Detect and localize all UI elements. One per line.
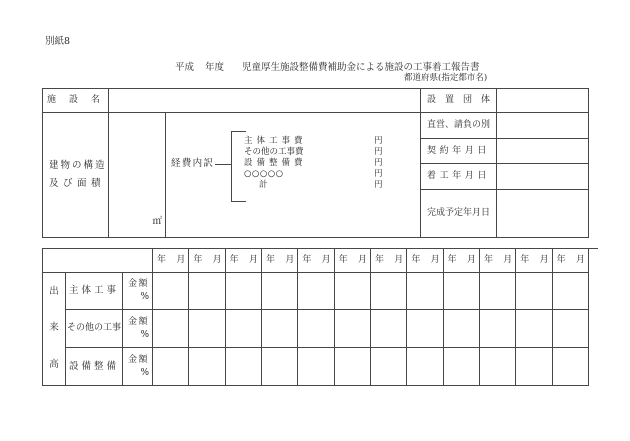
expense-item xyxy=(244,158,389,169)
period-header-text xyxy=(407,256,442,265)
expense-bracket xyxy=(231,131,232,201)
progress-unit-cell xyxy=(123,348,153,386)
period-header-text xyxy=(480,256,515,265)
progress-period-cell xyxy=(552,310,588,348)
period-month-label: 月 xyxy=(503,255,513,265)
percent-label: % xyxy=(140,329,150,340)
progress-period-cell xyxy=(298,310,334,348)
report-title-era: 平成 xyxy=(175,62,195,73)
expense-bracket-connector xyxy=(215,164,231,165)
period-header-text xyxy=(298,256,333,265)
period-header-11 xyxy=(516,249,552,273)
progress-row-equipment xyxy=(43,348,589,386)
progress-period-cell xyxy=(407,348,443,386)
period-month-label: 月 xyxy=(466,255,476,265)
period-year-label: 年 xyxy=(266,255,276,265)
progress-period-cell xyxy=(334,348,370,386)
period-header-3 xyxy=(225,249,261,273)
period-header-8 xyxy=(407,249,443,273)
period-month-label: 月 xyxy=(575,255,585,265)
progress-period-cell xyxy=(225,273,261,310)
expense-breakdown-label: 経費内訳 xyxy=(171,158,215,169)
progress-row-label: 設備整備 xyxy=(66,348,123,386)
period-header-row xyxy=(43,249,589,273)
progress-period-cell xyxy=(262,273,298,310)
expense-item-unit: 円 xyxy=(374,158,383,168)
progress-period-cell xyxy=(153,348,189,386)
progress-period-cell xyxy=(516,310,552,348)
area-unit: ㎡ xyxy=(152,215,162,227)
building-structure-label-line2: 及び面積 xyxy=(49,178,106,189)
start-date-field xyxy=(497,164,589,190)
progress-period-cell xyxy=(552,348,588,386)
period-header-text xyxy=(371,256,406,265)
period-year-label: 年 xyxy=(193,255,203,265)
progress-period-cell xyxy=(443,348,479,386)
progress-group-char: 出 xyxy=(49,285,59,297)
percent-label: % xyxy=(140,292,150,302)
expense-item-name: その他の工事費 xyxy=(244,147,304,157)
floor-area-field xyxy=(109,113,166,238)
period-header-5 xyxy=(298,249,334,273)
prefecture-name-label: 都道府県(指定都市名) xyxy=(404,73,488,83)
contract-type-row xyxy=(43,113,589,139)
progress-period-cell xyxy=(479,348,515,386)
period-year-label: 年 xyxy=(302,255,312,265)
expense-total-label: 計 xyxy=(259,180,268,190)
facility-name-field xyxy=(109,89,421,113)
progress-period-cell xyxy=(189,273,225,310)
progress-row-label: 主体工事 xyxy=(66,273,123,310)
establishing-body-field xyxy=(497,89,589,113)
amount-label: 金額 xyxy=(128,354,150,365)
period-month-label: 月 xyxy=(357,255,367,265)
progress-row-other-works xyxy=(43,310,589,348)
expense-item xyxy=(244,169,389,180)
period-header-9 xyxy=(443,249,479,273)
progress-period-cell xyxy=(370,348,406,386)
progress-period-cell xyxy=(189,310,225,348)
completion-date-field xyxy=(497,190,589,238)
period-header-text xyxy=(189,256,224,265)
period-month-label: 月 xyxy=(285,255,295,265)
period-header-6 xyxy=(334,249,370,273)
period-month-label: 月 xyxy=(176,255,186,265)
expense-item-unit: 円 xyxy=(374,147,383,157)
progress-period-cell xyxy=(443,273,479,310)
expense-total xyxy=(244,180,389,191)
period-header-text xyxy=(553,256,588,265)
expense-item-name: 設備整備費 xyxy=(244,158,307,168)
period-month-label: 月 xyxy=(321,255,331,265)
completion-date-label: 完成予定年月日 xyxy=(421,190,497,238)
expense-item-unit: 円 xyxy=(374,180,383,190)
progress-period-cell xyxy=(298,273,334,310)
amount-label: 金額 xyxy=(128,316,150,327)
period-year-label: 年 xyxy=(374,255,384,265)
expense-breakdown xyxy=(166,113,420,235)
period-header-1 xyxy=(153,249,189,273)
expense-item-name: 主体工事費 xyxy=(244,136,307,146)
progress-period-cell xyxy=(153,273,189,310)
building-structure-label-line1: 建物の構造 xyxy=(49,160,107,171)
period-month-label: 月 xyxy=(430,255,440,265)
progress-period-cell xyxy=(262,348,298,386)
period-year-label: 年 xyxy=(447,255,457,265)
period-month-label: 月 xyxy=(212,255,222,265)
start-date-label: 着工年月日 xyxy=(421,164,497,190)
progress-group-char: 来 xyxy=(49,322,59,334)
period-header-2 xyxy=(189,249,225,273)
progress-period-cell xyxy=(189,348,225,386)
contract-type-label: 直営、請負の別 xyxy=(421,113,497,139)
progress-period-cell xyxy=(370,310,406,348)
contract-date-field xyxy=(497,139,589,164)
expense-breakdown-cell xyxy=(166,113,421,238)
period-month-label: 月 xyxy=(539,255,549,265)
attachment-number: 別紙8 xyxy=(45,36,71,47)
period-year-label: 年 xyxy=(520,255,530,265)
period-month-label: 月 xyxy=(248,255,258,265)
progress-group-char: 高 xyxy=(49,358,59,370)
period-header-text xyxy=(516,256,551,265)
expense-item-name: ○○○○○ xyxy=(244,169,284,179)
period-year-label: 年 xyxy=(411,255,421,265)
establishing-body-label: 設 置 団 体 xyxy=(421,89,497,113)
progress-row-main-works xyxy=(43,273,589,310)
period-year-label: 年 xyxy=(556,255,566,265)
percent-label: % xyxy=(140,367,150,378)
contract-date-label: 契約年月日 xyxy=(421,139,497,164)
progress-period-cell xyxy=(407,310,443,348)
progress-period-cell xyxy=(516,273,552,310)
period-header-10 xyxy=(479,249,515,273)
progress-period-cell xyxy=(479,310,515,348)
progress-table xyxy=(42,248,589,386)
progress-period-cell xyxy=(262,310,298,348)
period-year-label: 年 xyxy=(157,255,167,265)
period-header-12 xyxy=(552,249,588,273)
period-header-4 xyxy=(262,249,298,273)
expense-bracket-bottom xyxy=(231,201,246,202)
progress-corner-cell xyxy=(43,249,153,273)
period-header-text xyxy=(444,256,479,265)
table-rule-extension xyxy=(588,248,598,249)
progress-period-cell xyxy=(370,273,406,310)
period-header-text xyxy=(335,256,370,265)
expense-item xyxy=(244,136,389,147)
progress-period-cell xyxy=(552,273,588,310)
progress-period-cell xyxy=(443,310,479,348)
report-title-fiscal-year: 年度 xyxy=(205,62,225,73)
contract-type-field xyxy=(497,113,589,139)
facility-row xyxy=(43,89,589,113)
period-header-text xyxy=(153,256,188,265)
expense-bracket-top xyxy=(231,131,246,132)
period-header-text xyxy=(262,256,297,265)
progress-period-cell xyxy=(407,273,443,310)
expense-item-list xyxy=(244,136,389,191)
expense-item-unit: 円 xyxy=(374,136,383,146)
progress-row-label: その他の工事 xyxy=(66,310,123,348)
period-header-7 xyxy=(370,249,406,273)
period-year-label: 年 xyxy=(483,255,493,265)
progress-period-cell xyxy=(334,310,370,348)
progress-group-stack xyxy=(43,273,65,383)
progress-period-cell xyxy=(225,348,261,386)
progress-unit-cell xyxy=(123,310,153,348)
progress-period-cell xyxy=(479,273,515,310)
progress-period-cell xyxy=(334,273,370,310)
amount-label: 金額 xyxy=(128,279,150,289)
progress-period-cell xyxy=(153,310,189,348)
period-year-label: 年 xyxy=(229,255,239,265)
period-year-label: 年 xyxy=(338,255,348,265)
period-month-label: 月 xyxy=(394,255,404,265)
facility-name-label: 施 設 名 xyxy=(43,89,109,113)
report-title: 児童厚生施設整備費補助金による施設の工事着工報告書 xyxy=(242,62,480,73)
progress-group-label xyxy=(43,273,66,386)
expense-item-unit: 円 xyxy=(374,169,383,179)
progress-period-cell xyxy=(225,310,261,348)
building-structure-label xyxy=(43,113,109,238)
progress-period-cell xyxy=(298,348,334,386)
progress-unit-cell xyxy=(123,273,153,310)
expense-item xyxy=(244,147,389,158)
construction-overview-table xyxy=(42,88,589,238)
progress-period-cell xyxy=(516,348,552,386)
period-header-text xyxy=(226,256,261,265)
